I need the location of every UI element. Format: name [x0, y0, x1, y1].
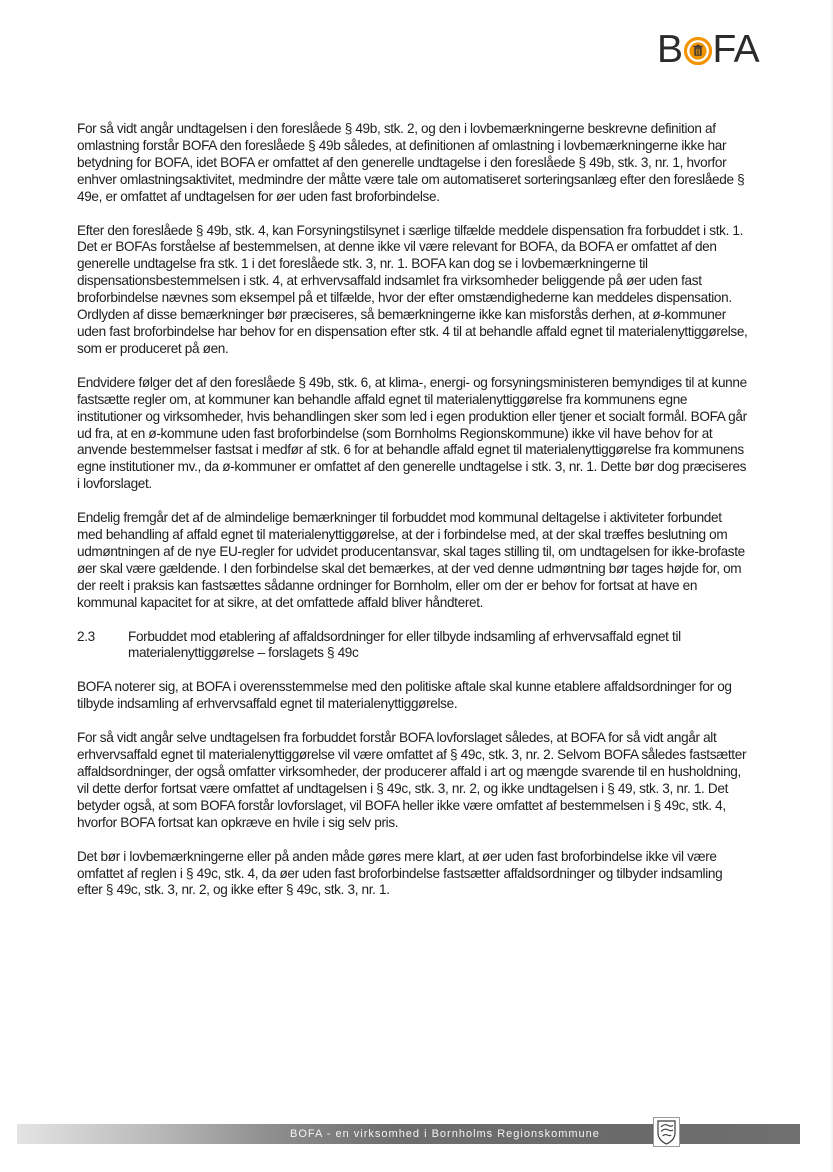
paragraph-dispensation: Efter den foreslåede § 49b, stk. 4, kan Forsyningstilsynet i særlige tilfælde meddele dispensation fra forbuddet i stk. 1. Det er BOFAs forståelse af bestemmelsen, at denne ikke vil være relevant for BOFA, da BOFA er omfattet af den generelle undtagelse fra stk. 1 i det foreslåede stk. 3, nr. 1. BOFA kan dog se i lovbemærkningerne til dispensationsbestemmelsen i stk. 4, at erhvervsaffald indsamlet fra virksomheder beliggende på øer uden fast broforbindelse nævnes som eksempel på et tilfælde, hvor der efter omstændighederne kan meddeles dispensation. Ordlyden af disse bemærkninger bør præciseres, så bemærkningerne ikke kan misforstås derhen, at ø-kommuner uden fast broforbindelse har behov for en dispensation efter stk. 4 til at behandle affald egnet til materialenyttiggørelse, som er produceret på øen. — [77, 222, 748, 356]
paragraph-omlastning: For så vidt angår undtagelsen i den foreslåede § 49b, stk. 2, og den i lovbemærkningerne beskrevne definition af omlastning forstår BOFA den foreslåede § 49b således, at definitionen af omlastning i lovbemærkningerne ikke har betydning for BOFA, idet BOFA er omfattet af den generelle undtagelse i den foreslåede § 49b, stk. 3, nr. 1, hvorfor enhver omlastningsaktivitet, medmindre der måtte være tale om automatiseret sorteringsanlæg efter den foreslåede § 49e, er omfattet af undtagelsen for øer uden fast broforbindelse. — [77, 121, 745, 204]
section-number: 2.3 — [77, 628, 95, 644]
bin-in-circle-icon — [684, 37, 712, 65]
paragraph-klarhed: Det bør i lovbemærkningerne eller på anden måde gøres mere klart, at øer uden fast broforbindelse ikke vil være omfattet af reglen i § 49c, stk. 4, da øer uden fast broforbindelse fastsætter affaldsordninger og tilbyder indsamling efter § 49c, stk. 3, nr. 2, og ikke efter § 49c, stk. 3, nr. 1. — [77, 848, 723, 898]
paragraph-producentansvar: Endelig fremgår det af de almindelige bemærkninger til forbuddet mod kommunal deltagelse i aktiviteter forbundet med behandling af affald egnet til materialenyttiggørelse, at der i forbindelse med, at der skal træffes beslutning om udmøntningen af de nye EU-regler for udvidet producentansvar, skal tages stilling til, om undtagelsen for ikke-brofaste øer skal være gældende. I den forbindelse skal det bemærkes, at der ved denne udmøntning bør tages højde for, om der reelt i praksis kan fastsættes sådanne ordninger for Bornholm, eller om der er behov for fortsat at have en kommunal kapacitet for at sikre, at det omfattede affald bliver håndteret. — [77, 510, 745, 610]
municipal-crest-icon — [653, 1117, 680, 1147]
letter-body — [77, 121, 749, 916]
paragraph-stk6: Endvidere følger det af den foreslåede § 49b, stk. 6, at klima-, energi- og forsyningsministeren bemyndiges til at kunne fastsætte regler om, at kommuner kan behandle affald egnet til materialenyttiggørelse fra kommunens egne institutioner og virksomheder, hvis behandlingen sker som led i egen produktion eller tjener et socialt formål. BOFA går ud fra, at en ø-kommune uden fast broforbindelse (som Bornholms Regionskommune) ikke vil have behov for at anvende bestemmelser fastsat i medfør af stk. 6 for at behandle affald egnet til materialenyttiggørelse fra kommunens egne institutioner mv., da ø-kommuner er omfattet af den generelle undtagelse i stk. 3, nr. 1. Dette bør dog præciseres i lovforslaget. — [77, 374, 747, 492]
logo-text-left: B — [657, 28, 683, 71]
paragraph-undtagelse: For så vidt angår selve undtagelsen fra forbuddet forstår BOFA lovforslaget således, at BOFA for så vidt angår alt erhvervsaffald egnet til materialenyttiggørelse vil være omfattet af § 49c, stk. 3, nr. 2. Selvom BOFA således fastsætter affaldsordninger, der også omfatter virksomheder, der producerer affald i art og mængde svarende til en husholdning, vil dette derfor fortsat være omfattet af undtagelsen i § 49c, stk. 3, nr. 2, og ikke undtagelsen i § 49, stk. 3, nr. 1. Det betyder også, at som BOFA forstår lovforslaget, vil BOFA heller ikke være omfattet af bestemmelsen i § 49c, stk. 4, hvorfor BOFA fortsat kan opkræve en hvile i sig selv pris. — [77, 730, 747, 830]
section-heading — [77, 629, 749, 663]
paragraph-politisk-aftale: BOFA noterer sig, at BOFA i overensstemmelse med den politiske aftale skal kunne etablere affaldsordninger for og tilbyde indsamling af erhvervsaffald egnet til materialenyttiggørelse. — [77, 679, 732, 712]
bofa-logo — [657, 30, 759, 70]
logo-text-right: FA — [712, 28, 760, 71]
footer-text: BOFA - en virksomhed i Bornholms Regionskommune — [290, 1128, 600, 1140]
section-title: Forbuddet mod etablering af affaldsordninger for eller tilbyde indsamling af erhvervsaffald egnet til materialenyttiggørelse – forslagets § 49c — [128, 628, 681, 661]
